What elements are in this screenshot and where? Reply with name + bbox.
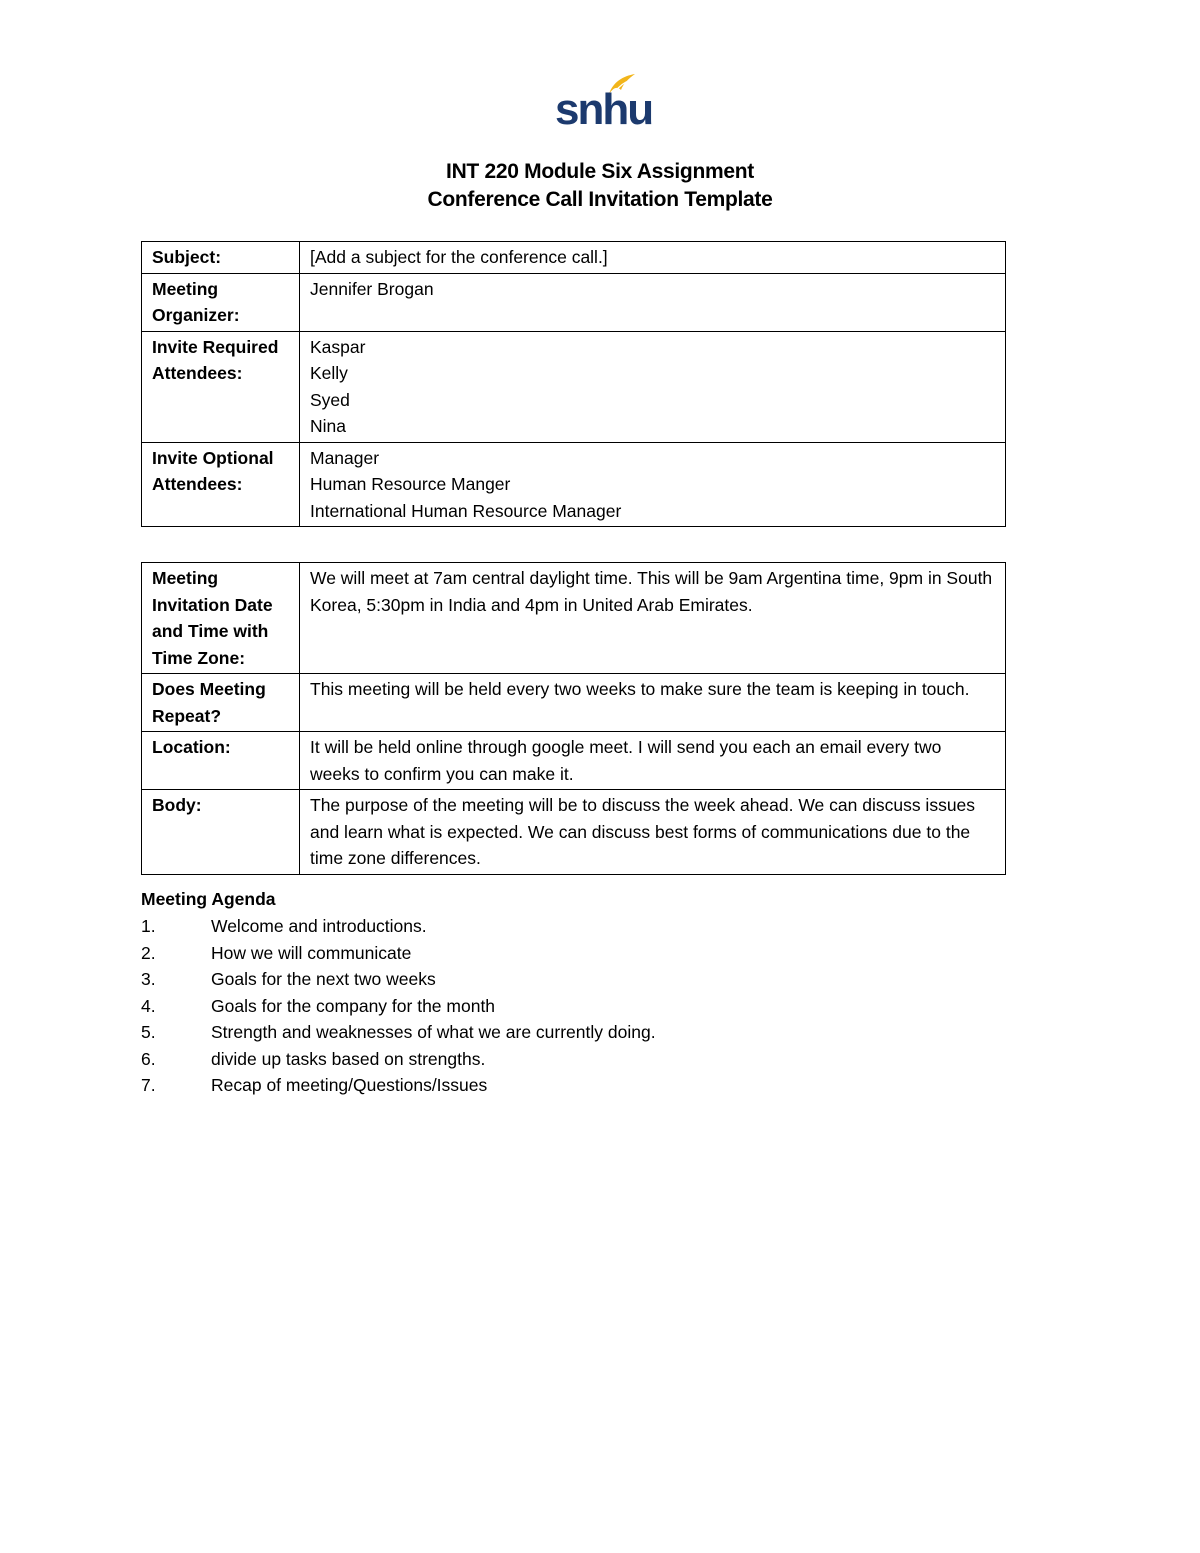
snhu-logo bbox=[555, 72, 653, 134]
agenda-item-number: 5. bbox=[141, 1022, 156, 1042]
list-item bbox=[141, 913, 1041, 940]
datetime-label: Meeting Invitation Date and Time with Time Zone: bbox=[142, 563, 300, 674]
repeat-value: This meeting will be held every two weeks to make sure the team is keeping in touch. bbox=[300, 674, 1006, 732]
agenda-item-number: 4. bbox=[141, 995, 156, 1016]
agenda-item-text: Recap of meeting/Questions/Issues bbox=[211, 1075, 488, 1095]
organizer-row bbox=[142, 273, 1006, 331]
agenda-item-text: Strength and weaknesses of what we are currently doing. bbox=[211, 1022, 656, 1042]
organizer-label: Meeting Organizer: bbox=[142, 273, 300, 331]
list-item bbox=[141, 966, 1041, 993]
agenda-item-number: 2. bbox=[141, 942, 156, 963]
location-label: Location: bbox=[142, 732, 300, 790]
organizer-value: Jennifer Brogan bbox=[300, 273, 1006, 331]
list-item bbox=[141, 1019, 1041, 1046]
meeting-agenda bbox=[141, 885, 1041, 1099]
attendee-name: Kaspar bbox=[310, 336, 366, 357]
body-label: Body: bbox=[142, 790, 300, 875]
list-item bbox=[141, 1072, 1041, 1099]
subject-row bbox=[142, 242, 1006, 274]
attendee-name: Syed bbox=[310, 389, 350, 410]
agenda-item-text: divide up tasks based on strengths. bbox=[211, 1048, 486, 1069]
body-row bbox=[142, 790, 1006, 875]
attendee-name: International Human Resource Manager bbox=[310, 500, 622, 521]
attendee-name: Kelly bbox=[310, 363, 348, 383]
attendee-name: Human Resource Manger bbox=[310, 474, 511, 494]
agenda-item-text: Welcome and introductions. bbox=[211, 916, 427, 936]
datetime-row bbox=[142, 563, 1006, 674]
document-subtitle: Conference Call Invitation Template bbox=[427, 188, 773, 211]
agenda-item-text: Goals for the next two weeks bbox=[211, 969, 436, 989]
list-item bbox=[141, 1046, 1041, 1073]
required-attendees-label: Invite Required Attendees: bbox=[142, 331, 300, 442]
list-item bbox=[141, 993, 1041, 1020]
agenda-item-text: Goals for the company for the month bbox=[211, 995, 496, 1016]
document-title: INT 220 Module Six Assignment bbox=[446, 160, 754, 183]
invitation-details-table bbox=[141, 241, 1006, 527]
body-value: The purpose of the meeting will be to discuss the week ahead. We can discuss issues and learn what is expected. We can discuss best forms of communications due to the time zone differences. bbox=[300, 790, 1006, 875]
meeting-details-table bbox=[141, 562, 1006, 875]
optional-attendees-row bbox=[142, 442, 1006, 527]
subject-label: Subject: bbox=[142, 242, 300, 274]
agenda-item-text: How we will communicate bbox=[211, 942, 412, 963]
optional-attendees-label: Invite Optional Attendees: bbox=[142, 442, 300, 527]
agenda-item-number: 7. bbox=[141, 1075, 156, 1095]
agenda-item-number: 3. bbox=[141, 969, 156, 989]
agenda-heading: Meeting Agenda bbox=[141, 889, 276, 909]
attendee-name: Manager bbox=[310, 447, 380, 468]
required-attendees-row bbox=[142, 331, 1006, 442]
location-value: It will be held online through google meet. I will send you each an email every two weeks to confirm you can make it. bbox=[300, 732, 1006, 790]
optional-attendees-list bbox=[300, 442, 1006, 527]
location-row bbox=[142, 732, 1006, 790]
logo-wordmark: snhu bbox=[555, 85, 653, 134]
list-item bbox=[141, 940, 1041, 967]
repeat-label: Does Meeting Repeat? bbox=[142, 674, 300, 732]
repeat-row bbox=[142, 674, 1006, 732]
subject-value: [Add a subject for the conference call.] bbox=[300, 242, 1006, 274]
required-attendees-list bbox=[300, 331, 1006, 442]
agenda-item-number: 6. bbox=[141, 1048, 156, 1069]
datetime-value: We will meet at 7am central daylight time. This will be 9am Argentina time, 9pm in South Korea, 5:30pm in India and 4pm in United Arab Emirates. bbox=[300, 563, 1006, 674]
agenda-item-number: 1. bbox=[141, 916, 156, 936]
agenda-list bbox=[141, 913, 1041, 1099]
attendee-name: Nina bbox=[310, 416, 346, 436]
